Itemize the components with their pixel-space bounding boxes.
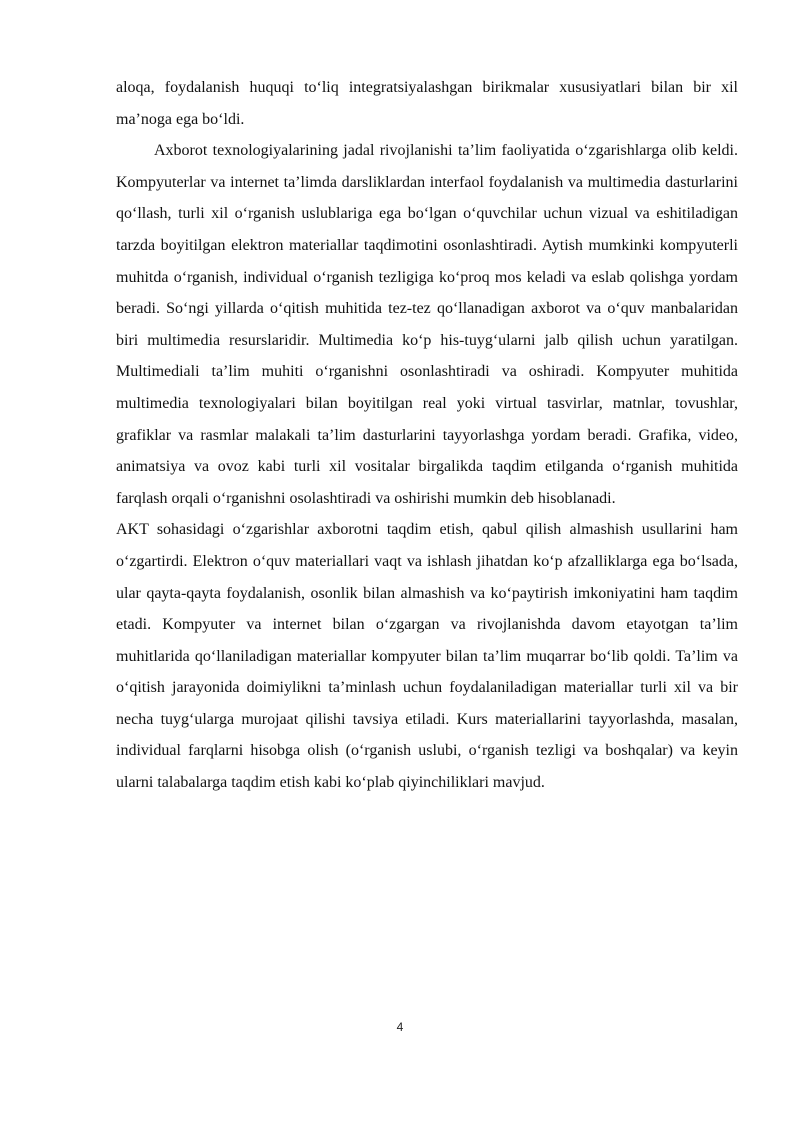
document-page (116, 72, 738, 799)
paragraph-information-technologies: Axborot texnologiyalarining jadal rivojlanishi ta’lim faoliyatida o‘zgarishlarga olib keldi. Kompyuterlar va internet ta’limda darsliklardan interfaol foydalanish va multimedia dasturlarini qo‘llash, turli xil o‘rganish uslublariga ega bo‘lgan o‘quvchilar uchun vizual va eshitiladigan tarzda boyitilgan elektron materiallar taqdimotini osonlashtiradi. Aytish mumkinki kompyuterli muhitda o‘rganish, individual o‘rganish tezligiga ko‘proq mos keladi va eslab qolishga yordam beradi. So‘ngi yillarda o‘qitish muhitida tez-tez qo‘llanadigan axborot va o‘quv manbalaridan biri multimedia resurslaridir. Multimedia ko‘p his-tuyg‘ularni jalb qilish uchun yaratilgan. Multimediali ta’lim muhiti o‘rganishni osonlashtiradi va oshiradi. Kompyuter muhitida multimedia texnologiyalari bilan boyitilgan real yoki virtual tasvirlar, matnlar, tovushlar, grafiklar va rasmlar malakali ta’lim dasturlarini tayyorlashga yordam beradi. Grafika, video, animatsiya va ovoz kabi turli xil vositalar birgalikda taqdim etilganda o‘rganish muhitida farqlash orqali o‘rganishni osolashtiradi va oshirishi mumkin deb hisoblanadi. (116, 142, 738, 507)
paragraph-ict-changes: AKT sohasidagi o‘zgarishlar axborotni taqdim etish, qabul qilish almashish usullarini ham o‘zgartirdi. Elektron o‘quv materiallari vaqt va ishlash jihatdan ko‘p afzalliklarga ega bo‘lsada, ular qayta-qayta foydalanish, osonlik bilan almashish va ko‘paytirish imkoniyatini ham taqdim etadi. Kompyuter va internet bilan o‘zgargan va rivojlanishda davom etayotgan ta’lim muhitlarida qo‘llaniladigan materiallar kompyuter bilan ta’lim muqarrar bo‘lib qoldi. Ta’lim va o‘qitish jarayonida doimiylikni ta’minlash uchun foydalaniladigan materiallar turli xil va bir necha tuyg‘ularga murojaat qilishi tavsiya etiladi. Kurs materiallarini tayyorlashda, masalan, individual farqlarni hisobga olish (o‘rganish uslubi, o‘rganish tezligi va boshqalar) va keyin ularni talabalarga taqdim etish kabi ko‘plab qiyinchiliklari mavjud. (116, 521, 738, 792)
paragraph-continuation: aloqa, foydalanish huquqi to‘liq integratsiyalashgan birikmalar xususiyatlari bilan bir xil ma’noga ega bo‘ldi. (116, 79, 738, 128)
page-number: 4 (396, 1020, 404, 1034)
